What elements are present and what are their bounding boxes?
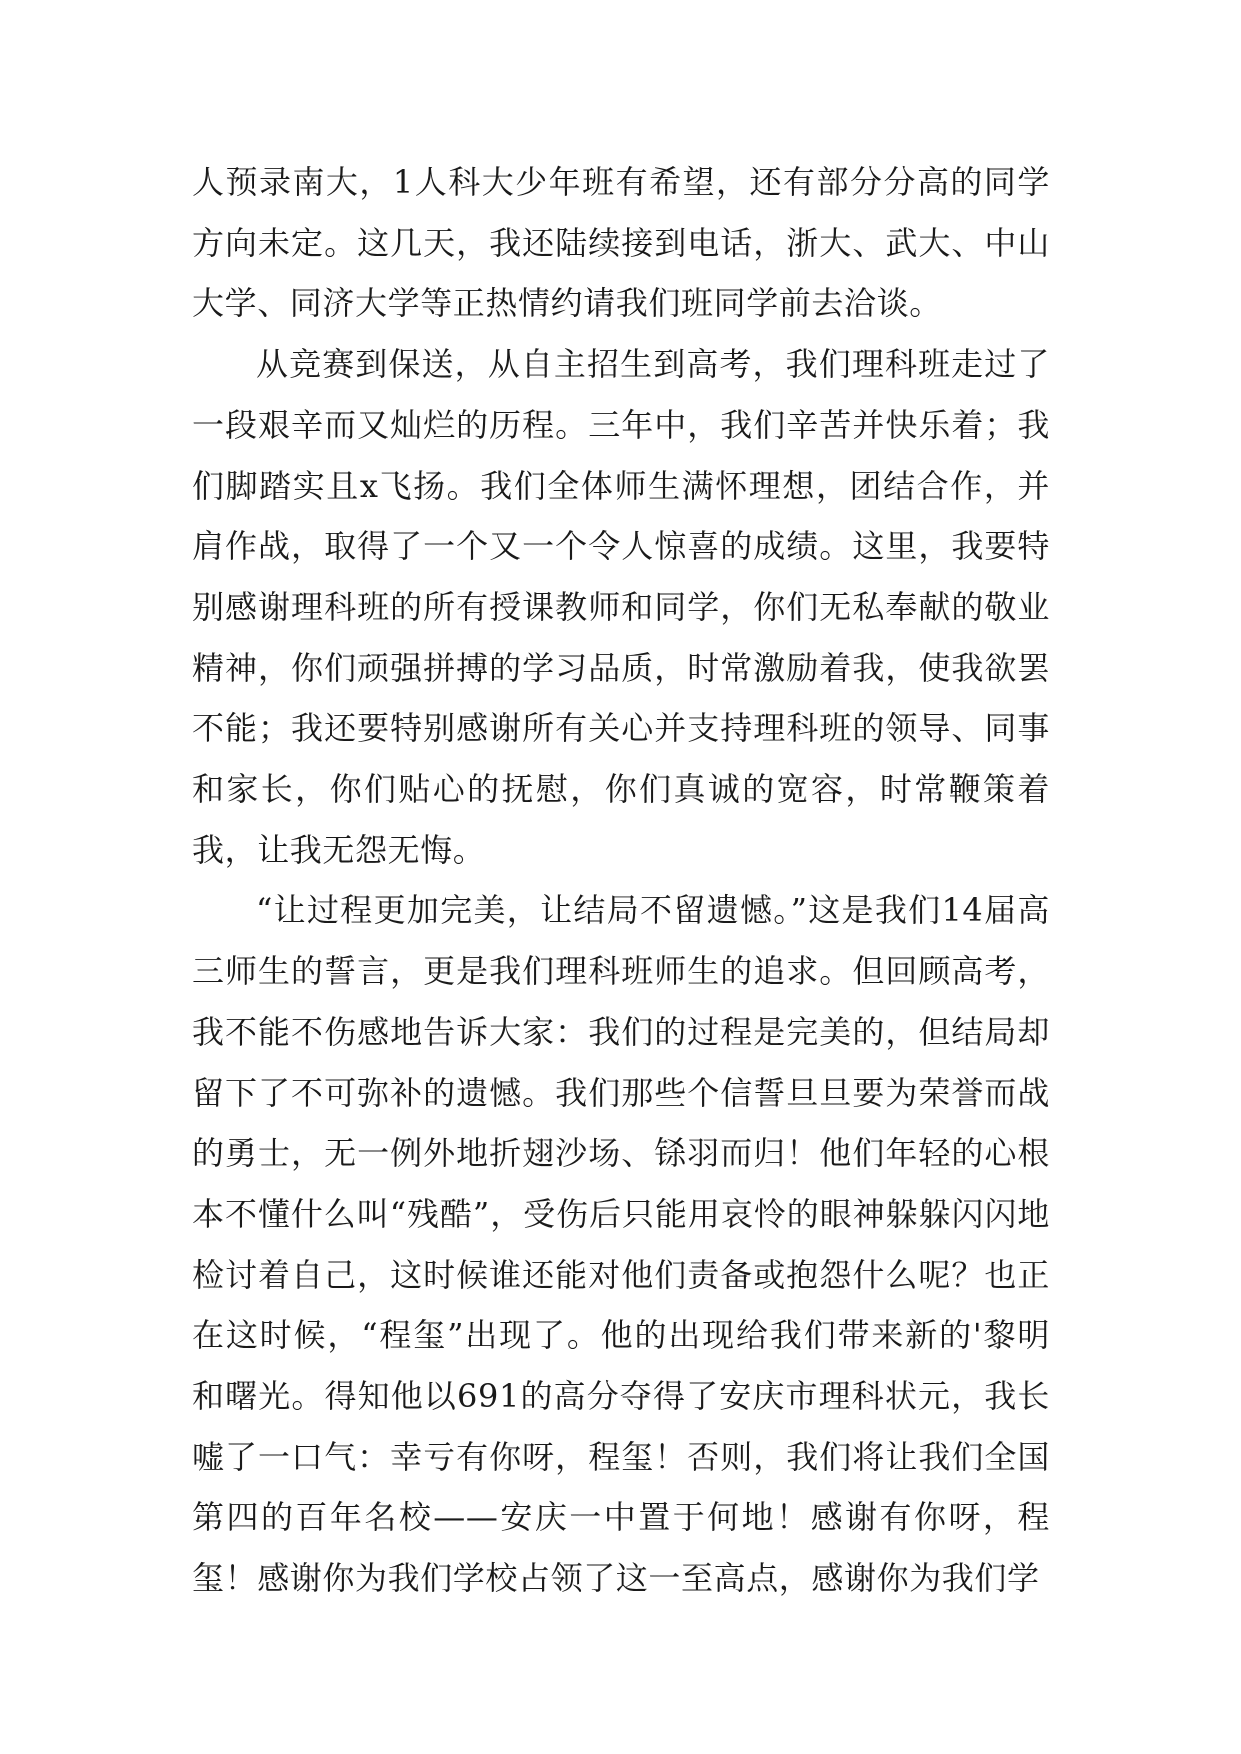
paragraph-3: “让过程更加完美，让结局不留遗憾。”这是我们14届高三师生的誓言，更是我们理科班师生的追求。但回顾高考，我不能不伤感地告诉大家：我们的过程是完美的，但结局却留下了不可弥补的遗憾。我们那些个信誓旦旦要为荣誉而战的勇士，无一例外地折翅沙场、铩羽而归！他们年轻的心根本不懂什么叫“残酷”，受伤后只能用哀怜的眼神躲躲闪闪地检讨着自己，这时候谁还能对他们责备或抱怨什么呢？也正在这时候，“程玺”出现了。他的出现给我们带来新的'黎明和曙光。得知他以691的高分夺得了安庆市理科状元，我长嘘了一口气：幸亏有你呀，程玺！否则，我们将让我们全国第四的百年名校——安庆一中置于何地！感谢有你呀，程玺！感谢你为我们学校占领了这一至高点，感谢你为我们学 <box>192 891 1050 1598</box>
paragraph-2: 从竞赛到保送，从自主招生到高考，我们理科班走过了一段艰辛而又灿烂的历程。三年中，我们辛苦并快乐着；我们脚踏实且x飞扬。我们全体师生满怀理想，团结合作，并肩作战，取得了一个又一个令人惊喜的成绩。这里，我要特别感谢理科班的所有授课教师和同学，你们无私奉献的敬业精神，你们顽强拼搏的学习品质，时常激励着我，使我欲罢不能；我还要特别感谢所有关心并支持理科班的领导、同事和家长，你们贴心的抚慰，你们真诚的宽容，时常鞭策着我，让我无怨无悔。 <box>192 345 1050 869</box>
body-text <box>192 152 1050 1609</box>
paragraph-1: 人预录南大，1人科大少年班有希望，还有部分分高的同学方向未定。这几天，我还陆续接到电话，浙大、武大、中山大学、同济大学等正热情约请我们班同学前去洽谈。 <box>192 163 1050 323</box>
